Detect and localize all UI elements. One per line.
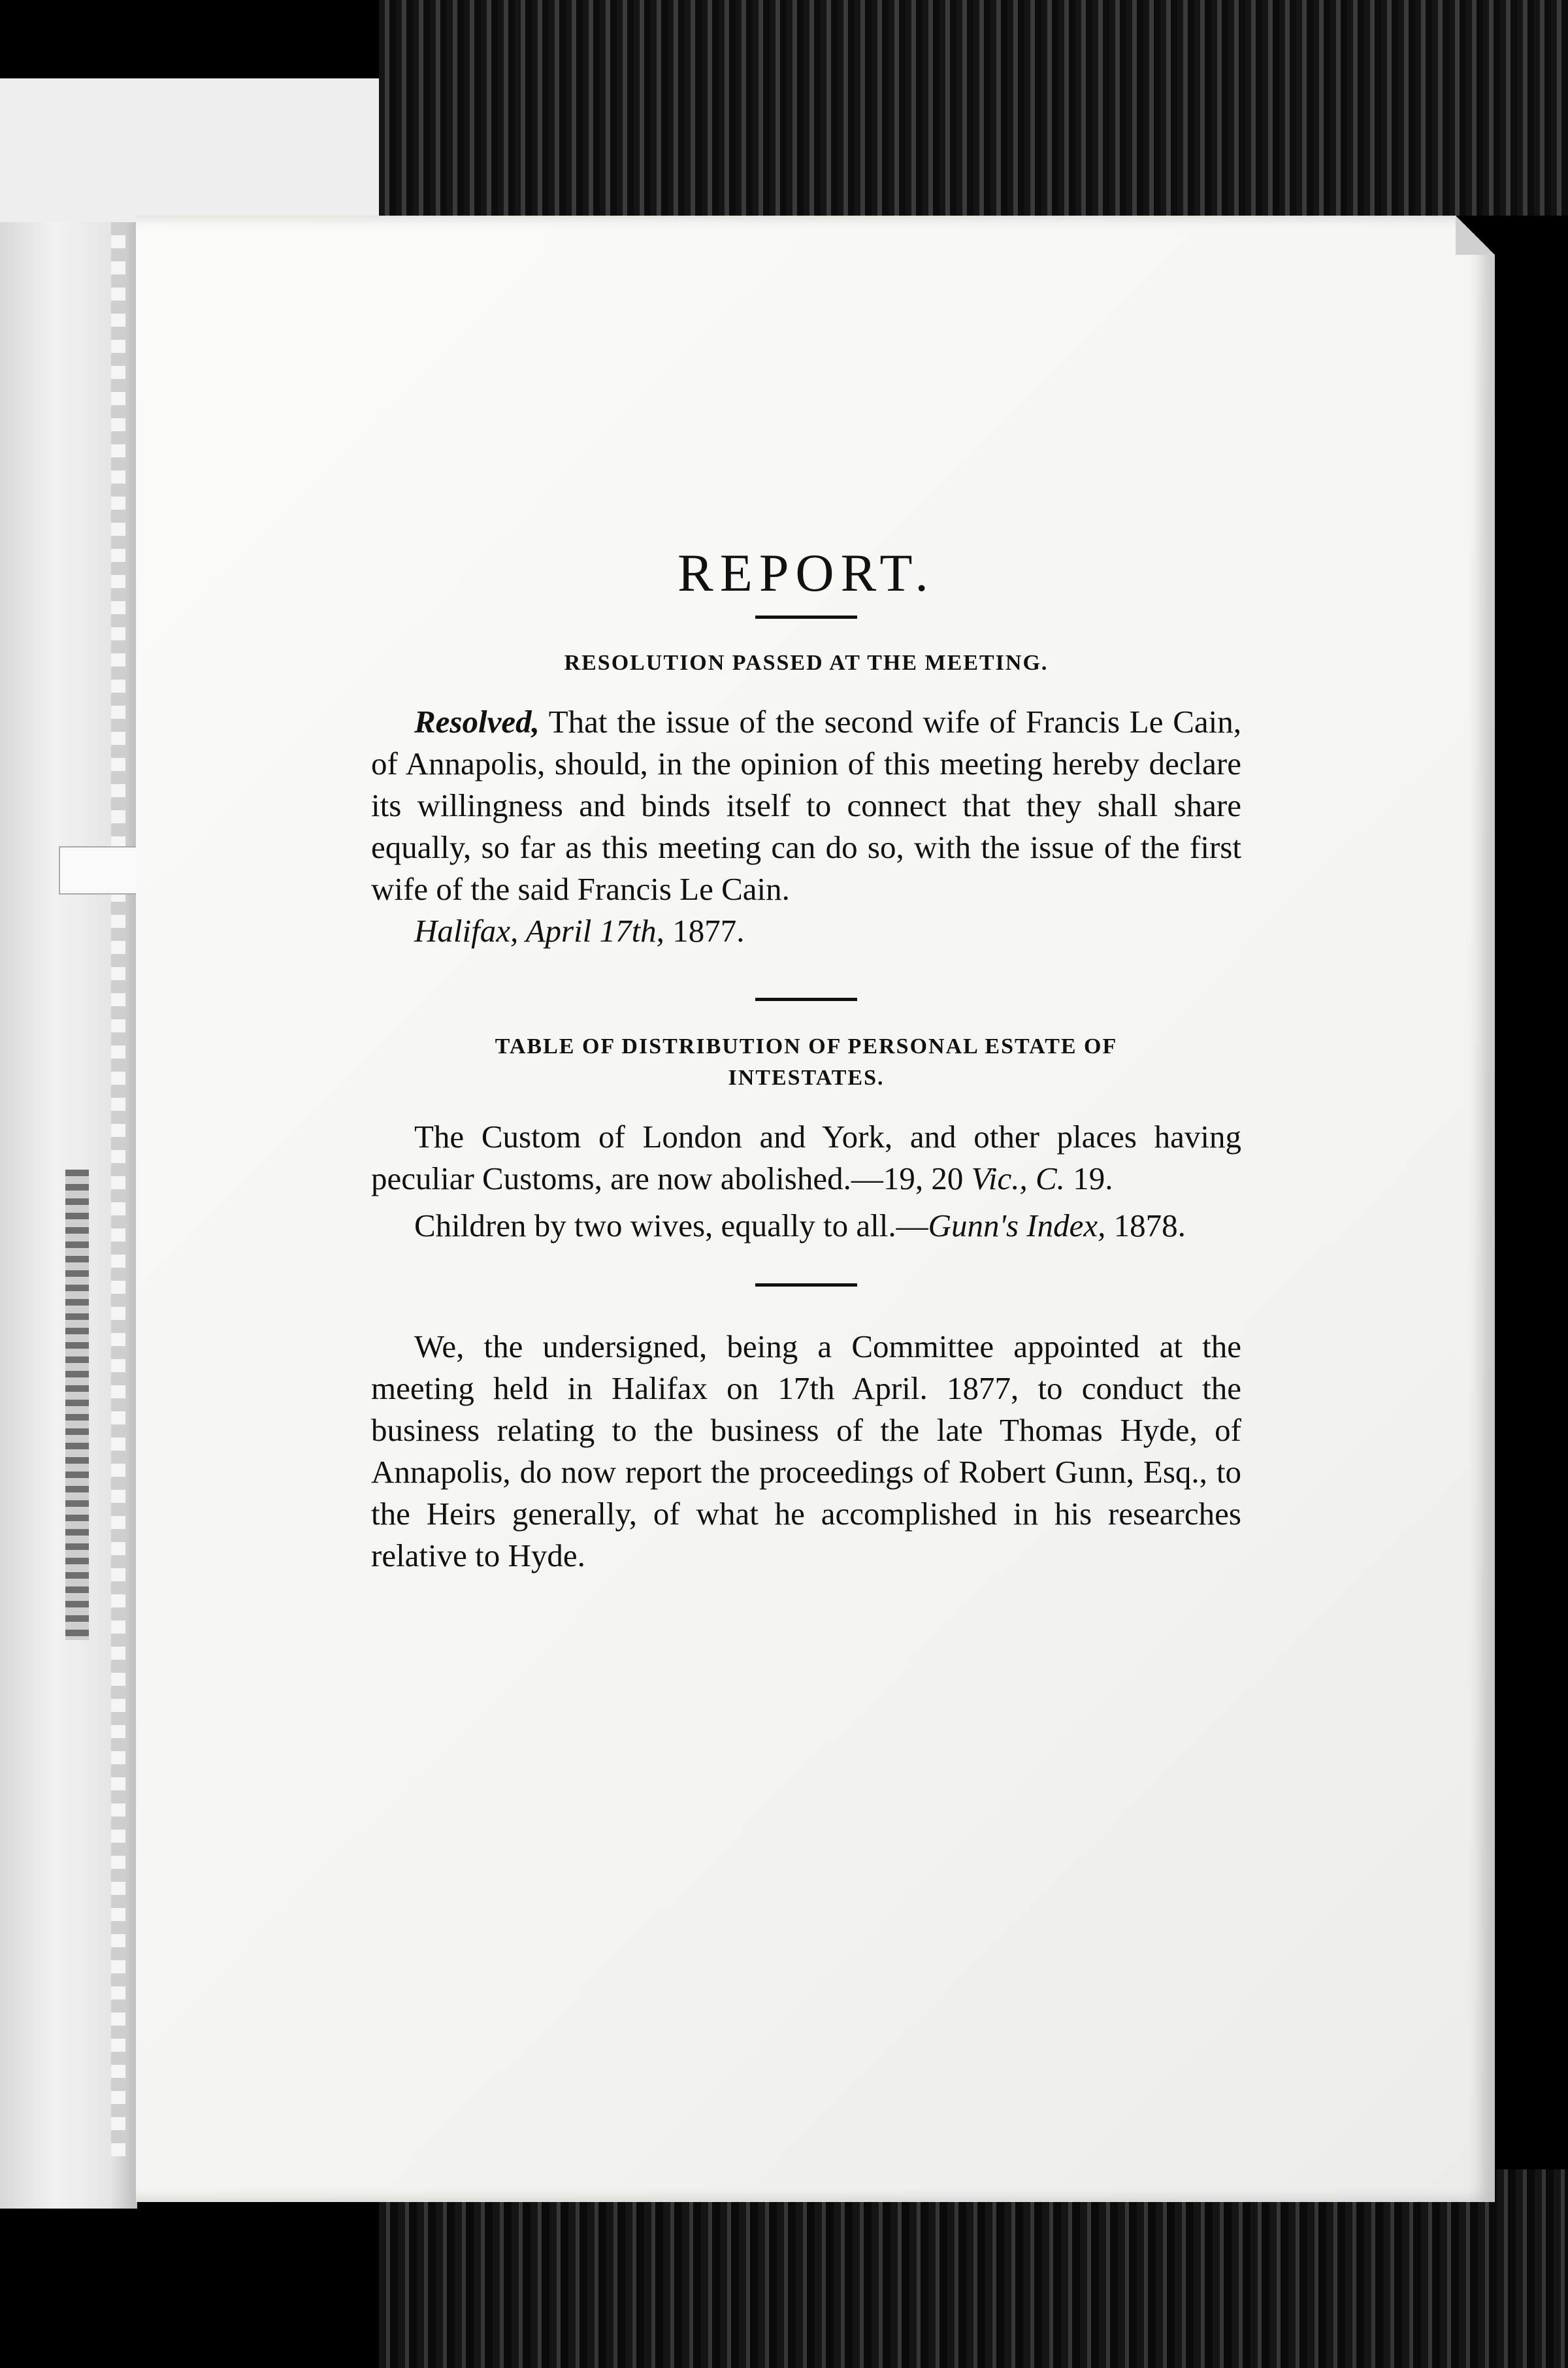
title-rule: [755, 616, 857, 619]
custom-ref-end: 19.: [1064, 1160, 1113, 1196]
closing-rule: [755, 1283, 857, 1287]
resolution-heading: RESOLUTION PASSED AT THE MEETING.: [564, 651, 1049, 675]
resolution-date-year: 1877.: [664, 913, 745, 949]
children-ref: Gunn's Index,: [928, 1208, 1106, 1243]
table-heading-line2: INTESTATES.: [728, 1066, 885, 1090]
resolution-paragraph: [371, 701, 1241, 910]
custom-paragraph: [371, 1116, 1241, 1200]
children-year: 1878.: [1105, 1208, 1186, 1243]
resolution-date-place: Halifax, April 17th,: [414, 913, 664, 949]
resolution-text: That the issue of the second wife of Francis Le Cain, of Annapolis, should, in the opinion of this meeting hereby declare its willingness and binds itself to connect that they shall share equally, so far as this meeting can do so, with the issue of the first wife of the said Francis Le Cain.: [371, 704, 1241, 907]
custom-text: The Custom of London and York, and other places having peculiar Customs, are now abolished.—19, 20: [371, 1119, 1241, 1196]
children-text: Children by two wives, equally to all.—: [414, 1208, 928, 1243]
binding-stitch-left: [65, 1170, 89, 1640]
scanner-top-band: [379, 0, 1568, 216]
section-rule: [755, 998, 857, 1001]
committee-paragraph: We, the undersigned, being a Committee appointed at the meeting held in Halifax on 17th April. 1877, to conduct the business relating to the business of the late Thomas Hyde, of Annapolis, do now report the proceedings of Robert Gunn, Esq., to the Heirs generally, of what he accomplished in his researches relative to Hyde.: [371, 1328, 1241, 1573]
resolved-word: Resolved,: [414, 704, 540, 740]
scanner-top-flap: [0, 78, 379, 222]
custom-ref: Vic., C.: [971, 1160, 1065, 1196]
table-heading-line1: TABLE OF DISTRIBUTION OF PERSONAL ESTATE OF: [495, 1034, 1118, 1059]
resolution-date: [371, 910, 1241, 952]
page-title: REPORT.: [678, 543, 935, 602]
page-corner: [1456, 216, 1495, 255]
table-heading: [371, 1031, 1241, 1094]
page-content: [371, 542, 1241, 1577]
children-paragraph: [371, 1205, 1241, 1247]
binding-edge: [111, 196, 125, 2156]
